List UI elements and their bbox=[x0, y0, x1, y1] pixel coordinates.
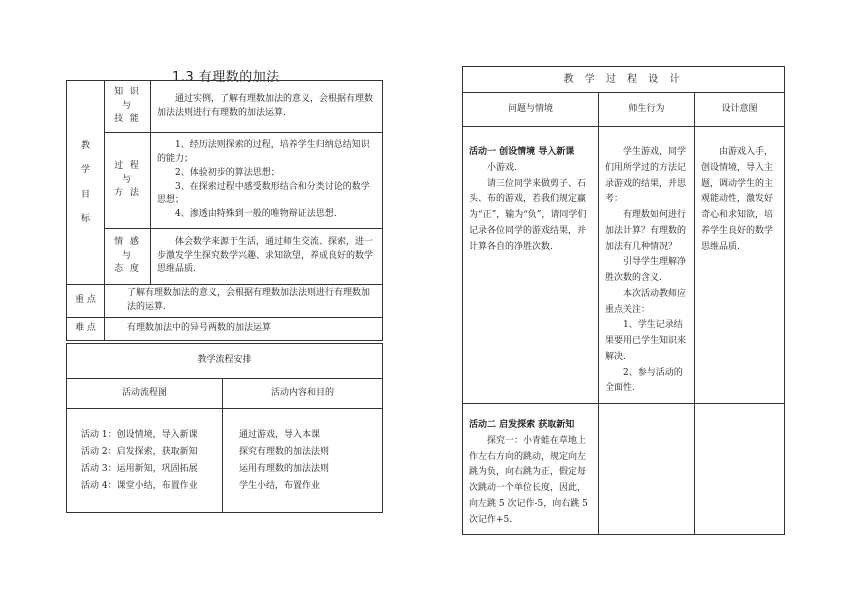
purpose-item: 探究有理数的加法法则 bbox=[239, 447, 330, 458]
emotion-label: 情 感 与 态 度 bbox=[105, 229, 151, 285]
process-list bbox=[151, 133, 383, 229]
purpose-item: 运用有理数的加法法则 bbox=[239, 464, 330, 475]
activity2-title: 活动二 启发探索 获取新知 bbox=[469, 420, 575, 430]
process-item: 4、渗透由特殊到一般的唯物辩证法思想. bbox=[175, 209, 337, 220]
teacher-line: 1、学生记录结果要用已学生知识来解决. bbox=[605, 320, 687, 362]
activity2-teacher bbox=[599, 404, 695, 535]
col-header-intent: 设计意图 bbox=[695, 93, 785, 127]
key-label: 重 点 bbox=[67, 285, 105, 318]
teacher-line: 有理数如何进行加法计算？有理数的加法有几种情况？ bbox=[605, 210, 687, 252]
teacher-line: 学生游戏，同学们用所学过的方法记录游戏的结果，并思考： bbox=[605, 147, 687, 205]
activity2-intent bbox=[695, 404, 785, 535]
flow-table bbox=[66, 343, 383, 513]
knowledge-text: 通过实例，了解有理数加法的意义，会根据有理数加法法则进行有理数的加法运算. bbox=[151, 81, 383, 133]
process-item: 2、体验初步的算法思想； bbox=[175, 167, 280, 178]
flow-item: 活动 2：启发探索，获取新知 bbox=[81, 447, 198, 458]
process-item: 3、在探索过程中感受数形结合和分类讨论的数学思想； bbox=[157, 181, 370, 206]
process-design-table bbox=[462, 66, 785, 535]
purpose-item: 学生小结，布置作业 bbox=[239, 481, 321, 492]
teacher-line: 本次活动教师应重点关注： bbox=[605, 288, 687, 315]
knowledge-label: 知 识 与 技 能 bbox=[105, 81, 151, 133]
flow-item: 活动 1：创设情境，导入新课 bbox=[81, 430, 198, 440]
activity2-text: 探究一：小青蛙在草地上作左右方向的跳动，规定向左跳为负，向右跳为正，假定每次跳动一个单位长度，因此，向左跳 5 次记作-5，向右跳 5 次记作+5. bbox=[469, 435, 588, 525]
activity1-problem bbox=[463, 127, 599, 404]
flow-item: 活动 3：运用新知，巩固拓展 bbox=[81, 464, 198, 475]
difficulty-text: 有理数加法中的异号两数的加法运算 bbox=[105, 317, 383, 340]
col-header-problem: 问题与情境 bbox=[463, 93, 599, 127]
activity1-intent bbox=[695, 127, 785, 404]
difficulty-label: 难 点 bbox=[67, 317, 105, 340]
activity1-line: 请三位同学来做剪子、石头、布的游戏，若我们规定赢为“正”，输为“负”，请同学们记录各位同学的游戏结果，并计算各自的净胜次数. bbox=[469, 178, 587, 252]
flow-list bbox=[67, 409, 223, 513]
purpose-item: 通过游戏，导入本课 bbox=[239, 430, 321, 440]
objectives-label: 教 学 目 标 bbox=[67, 81, 105, 285]
process-item: 1、经历法则探索的过程，培养学生归纳总结知识的能力； bbox=[157, 139, 370, 164]
key-text: 了解有理数加法的意义，会根据有理数加法法则进行有理数加法的运算. bbox=[105, 285, 383, 318]
activity1-title: 活动一 创设情境 导入新课 bbox=[469, 147, 575, 157]
activity2-problem bbox=[463, 404, 599, 535]
process-label: 过 程 与 方 法 bbox=[105, 133, 151, 229]
process-design-title: 教 学 过 程 设 计 bbox=[463, 67, 785, 93]
emotion-text: 体会数学来源于生活，通过师生交流、探索，进一步激发学生探究数学兴趣、求知欲望，养成良好的数学思维品质. bbox=[151, 229, 383, 285]
teacher-line: 引导学生理解净胜次数的含义. bbox=[605, 257, 687, 283]
col-header-teacher: 师生行为 bbox=[599, 93, 695, 127]
flow-col-header: 活动内容和目的 bbox=[223, 379, 383, 409]
activity1-teacher bbox=[599, 127, 695, 404]
objectives-table bbox=[66, 80, 383, 341]
activity1-line: 小游戏. bbox=[487, 162, 517, 173]
page-title: 1.3 有理数的加法 bbox=[172, 70, 280, 85]
flow-item: 活动 4：课堂小结，布置作业 bbox=[81, 481, 198, 492]
teacher-line: 2、参与活动的全面性. bbox=[605, 367, 683, 394]
purpose-list bbox=[223, 409, 383, 513]
intent-text: 由游戏入手，创设情境，导入主题，调动学生的主观能动性，激发好奇心和求知欲，培养学生良好的数学思维品质. bbox=[701, 147, 774, 252]
flow-title: 教学流程安排 bbox=[67, 344, 383, 379]
flow-col-header: 活动流程图 bbox=[67, 379, 223, 409]
